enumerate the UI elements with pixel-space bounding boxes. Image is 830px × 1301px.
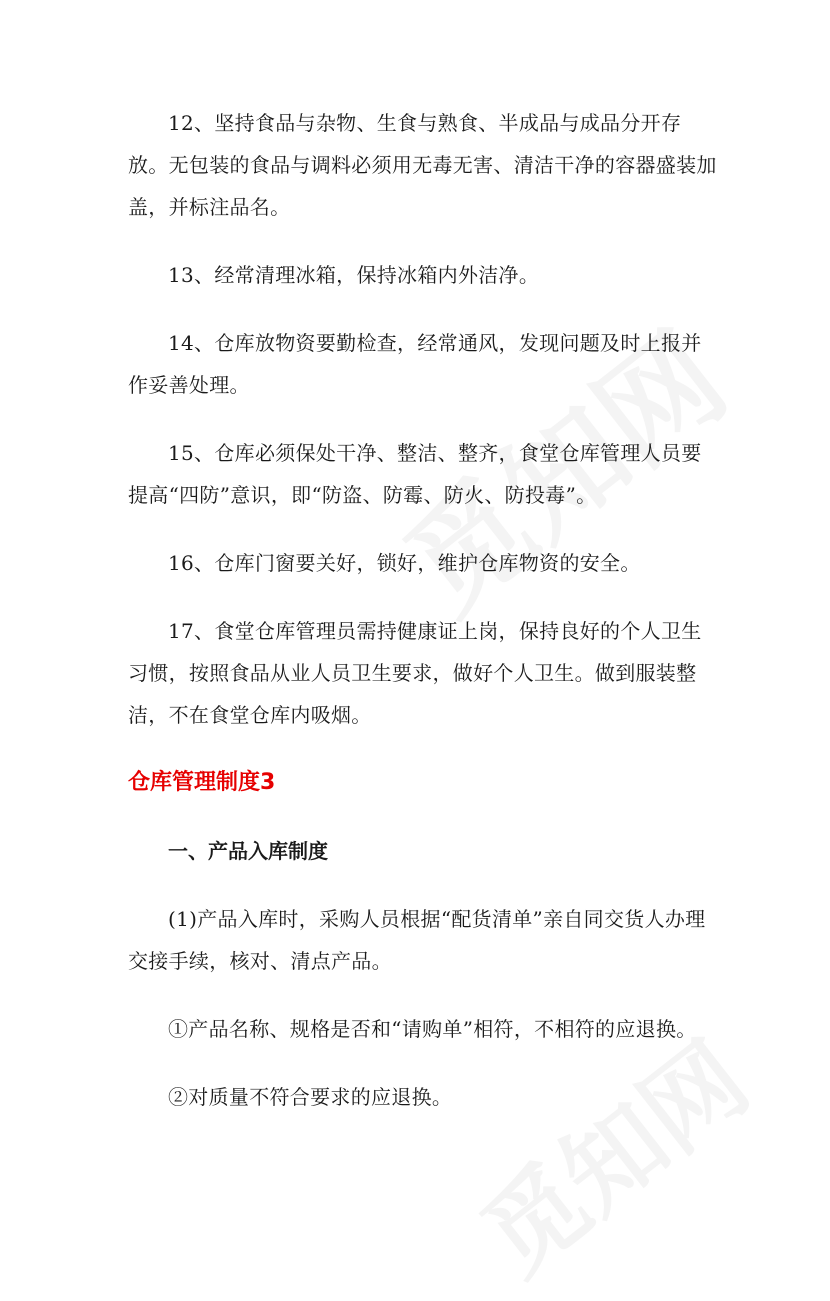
paragraph-item-14: 14、仓库放物资要勤检查，经常通风，发现问题及时上报并作妥善处理。 [128, 331, 702, 397]
paragraph-sub-item-2: ②对质量不符合要求的应退换。 [168, 1085, 453, 1109]
paragraph-item-15: 15、仓库必须保处干净、整洁、整齐，食堂仓库管理人员要提高“四防”意识，即“防盗、防霉、防火、防投毒”。 [128, 441, 702, 507]
section-title: 仓库管理制度3 [128, 770, 276, 795]
paragraph-item-12: 12、坚持食品与杂物、生食与熟食、半成品与成品分开存放。无包装的食品与调料必须用无毒无害、清洁干净的容器盛装加盖，并标注品名。 [128, 111, 717, 219]
paragraph-sub-item-1: ①产品名称、规格是否和“请购单”相符，不相符的应退换。 [168, 1017, 697, 1041]
document-body [128, 102, 718, 1144]
paragraph-item-13: 13、经常清理冰箱，保持冰箱内外洁净。 [168, 263, 540, 287]
paragraph-item-16: 16、仓库门窗要关好，锁好，维护仓库物资的安全。 [168, 551, 641, 575]
paragraph-item-17: 17、食堂仓库管理员需持健康证上岗，保持良好的个人卫生习惯，按照食品从业人员卫生要求，做好个人卫生。做到服装整洁，不在食堂仓库内吸烟。 [128, 619, 702, 727]
paragraph-item-1: (1)产品入库时，采购人员根据“配货清单”亲自同交货人办理交接手续，核对、清点产品。 [128, 907, 706, 973]
subsection-title: 一、产品入库制度 [168, 839, 328, 863]
